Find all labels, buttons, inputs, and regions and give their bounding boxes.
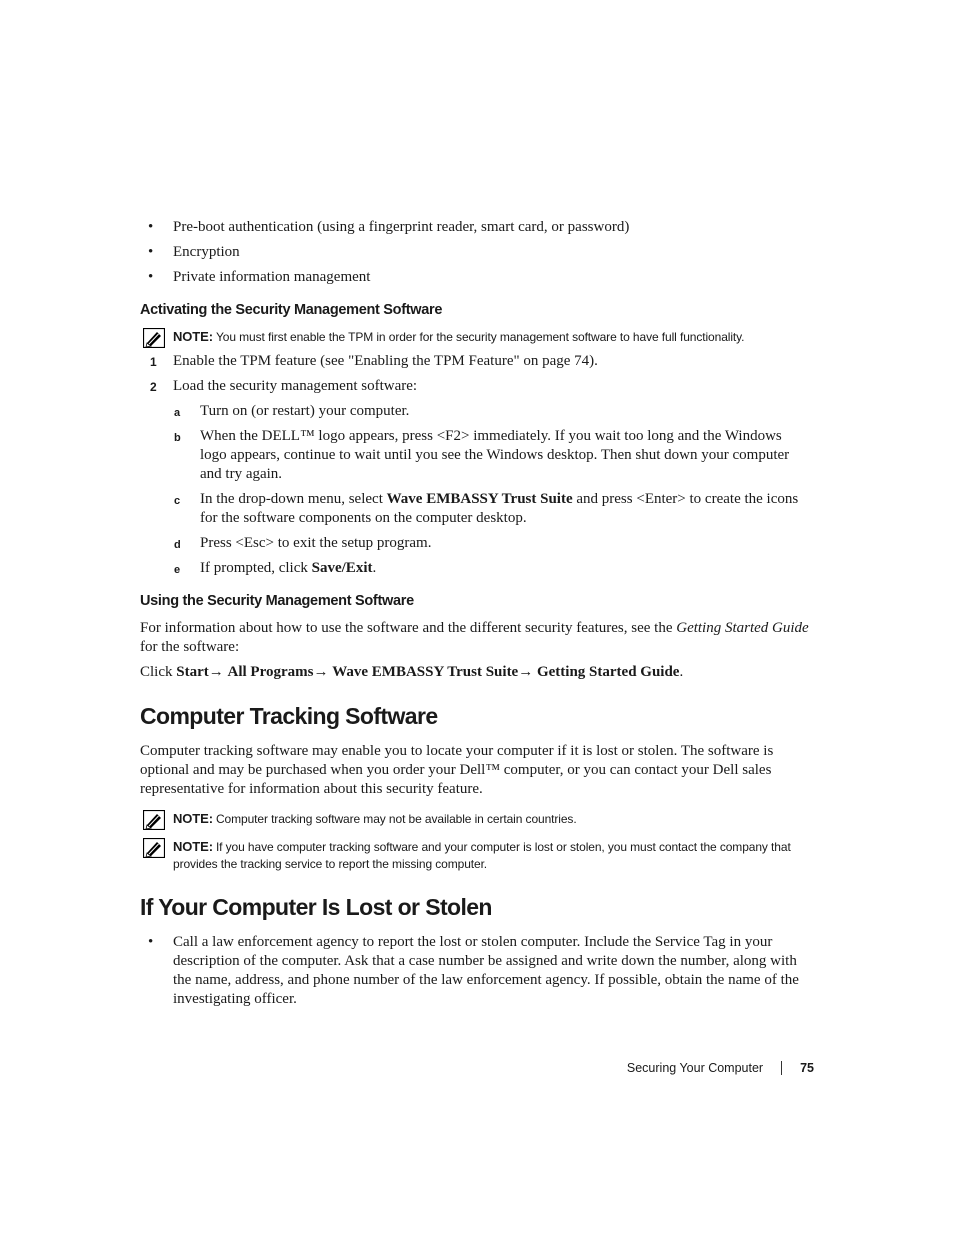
list-item: • Pre-boot authentication (using a fingerprint reader, smart card, or password) bbox=[140, 218, 812, 237]
page-content bbox=[140, 218, 812, 1015]
save-exit-label: Save/Exit bbox=[311, 560, 373, 576]
using-text-post: for the software: bbox=[140, 639, 240, 655]
substep-letter: a bbox=[174, 407, 181, 419]
substep-letter: b bbox=[174, 432, 181, 444]
note-text: You must first enable the TPM in order for the security management software to have full functionality. bbox=[215, 330, 745, 344]
lost-stolen-heading: If Your Computer Is Lost or Stolen bbox=[140, 894, 492, 920]
substep-item bbox=[173, 559, 812, 578]
note-tracking-contact bbox=[140, 838, 812, 873]
substep-letter: e bbox=[174, 564, 181, 576]
step-item bbox=[140, 377, 812, 578]
note-text: Computer tracking software may not be available in certain countries. bbox=[215, 812, 577, 826]
activating-heading: Activating the Security Management Software bbox=[140, 302, 443, 318]
note-tracking-availability bbox=[140, 810, 812, 828]
arrow-icon: → bbox=[518, 664, 534, 680]
list-item: • Private information management bbox=[140, 268, 812, 287]
substep-text-post: . bbox=[372, 560, 377, 576]
list-item: • Call a law enforcement agency to report the lost or stolen computer. Include the Service Tag in your description of the computer. Ask that a case number be assigned and write down the number, along with the name, address, and phone number of the law enforcement agency. If possible, obtain the name of the investigating officer. bbox=[140, 933, 812, 1009]
footer-section-title: Securing Your Computer bbox=[626, 1061, 764, 1075]
substep-text: Turn on (or restart) your computer. bbox=[200, 403, 410, 419]
menu-path-all-programs: All Programs bbox=[227, 664, 314, 680]
menu-path-guide: Getting Started Guide bbox=[536, 664, 680, 680]
footer-divider bbox=[781, 1061, 782, 1075]
substep-letter: d bbox=[174, 539, 181, 551]
substep-item bbox=[173, 402, 812, 421]
note-label: NOTE: bbox=[173, 839, 213, 854]
arrow-icon: → bbox=[313, 664, 329, 680]
note-label: NOTE: bbox=[173, 329, 213, 344]
substep-item bbox=[173, 490, 812, 528]
arrow-icon: → bbox=[208, 664, 224, 680]
note-pencil-icon bbox=[143, 328, 165, 348]
top-bullet-list bbox=[140, 218, 812, 287]
menu-path-start: Start bbox=[176, 664, 209, 680]
menu-path-wave: Wave EMBASSY Trust Suite bbox=[332, 664, 519, 680]
note-pencil-icon bbox=[143, 838, 165, 858]
using-text-pre: For information about how to use the software and the different security features, see the bbox=[140, 620, 677, 636]
note-tpm bbox=[140, 328, 812, 346]
step-text: Enable the TPM feature (see "Enabling the TPM Feature" on page 74). bbox=[173, 353, 598, 369]
menu-path-paragraph bbox=[140, 663, 812, 682]
substep-text-post: and press <Enter> to create the icons for the software components on the computer desktop. bbox=[200, 491, 799, 526]
using-heading: Using the Security Management Software bbox=[140, 593, 414, 609]
substep-item bbox=[173, 427, 812, 484]
tracking-paragraph: Computer tracking software may enable you to locate your computer if it is lost or stolen. The software is optional and may be purchased when you order your Dell™ computer, or you can contact your Dell sales representative for information about this security feature. bbox=[140, 743, 774, 797]
using-paragraph bbox=[140, 619, 812, 657]
note-text: If you have computer tracking software and your computer is lost or stolen, you must contact the company that provides the tracking service to report the missing computer. bbox=[173, 840, 791, 871]
substep-text-pre: If prompted, click bbox=[200, 560, 312, 576]
substep-letter: c bbox=[174, 495, 181, 507]
note-pencil-icon bbox=[143, 810, 165, 830]
substep-text: When the DELL™ logo appears, press <F2> immediately. If you wait too long and the Windows logo appears, continue to wait until you see the Windows desktop. Then shut down your computer and try again. bbox=[200, 428, 790, 482]
substep-item bbox=[173, 534, 812, 553]
guide-title: Getting Started Guide bbox=[676, 620, 809, 636]
activation-steps bbox=[140, 352, 812, 578]
lost-bullet-list bbox=[140, 933, 812, 1009]
note-label: NOTE: bbox=[173, 811, 213, 826]
click-word: Click bbox=[140, 664, 177, 680]
step-number: 2 bbox=[150, 380, 157, 394]
page-footer bbox=[627, 1061, 814, 1075]
list-item: • Encryption bbox=[140, 243, 812, 262]
step-text: Load the security management software: bbox=[173, 378, 418, 394]
substep-text-pre: In the drop-down menu, select bbox=[200, 491, 387, 507]
menu-option-name: Wave EMBASSY Trust Suite bbox=[386, 491, 573, 507]
step-number: 1 bbox=[150, 355, 157, 369]
substep-text: Press <Esc> to exit the setup program. bbox=[200, 535, 432, 551]
period: . bbox=[679, 664, 684, 680]
step-item bbox=[140, 352, 812, 371]
tracking-heading: Computer Tracking Software bbox=[140, 703, 438, 729]
page-number: 75 bbox=[800, 1061, 814, 1075]
substep-list bbox=[173, 402, 812, 578]
